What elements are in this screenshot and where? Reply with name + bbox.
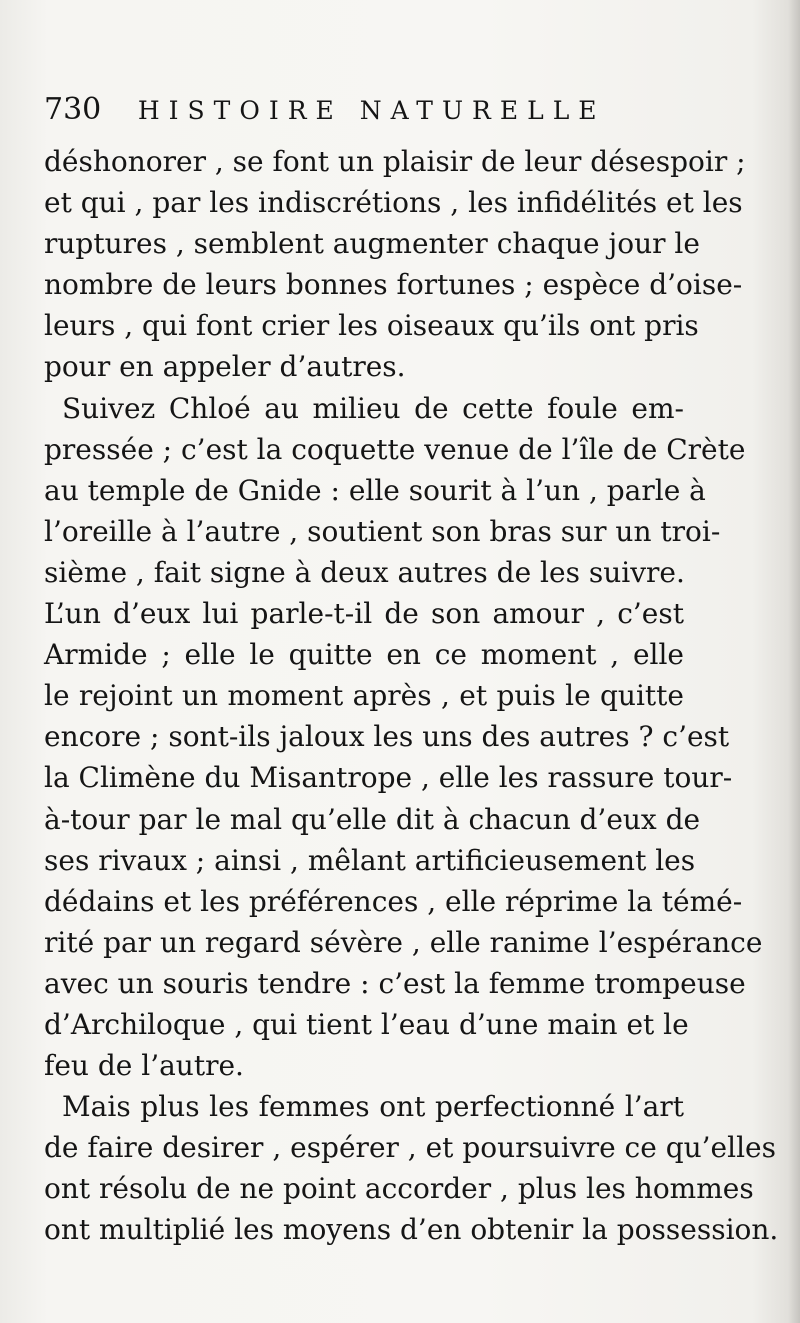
text-line: leurs , qui font crier les oiseaux qu’ils ont pris xyxy=(44,309,699,343)
text-line: encore ; sont-ils jaloux les uns des autres ? c’est xyxy=(44,720,730,754)
text-line: Armide ; elle le quitte en ce moment , elle xyxy=(44,638,684,672)
text-line: à-tour par le mal qu’elle dit à chacun d’eux de xyxy=(44,802,701,836)
text-line: rité par un regard sévère , elle ranime l’espérance xyxy=(44,925,763,959)
text-line: sième , fait signe à deux autres de les suivre. xyxy=(44,555,685,589)
text-line: pour en appeler d’autres. xyxy=(44,350,406,384)
text-line: feu de l’autre. xyxy=(44,1049,244,1083)
page-edge-shadow xyxy=(788,0,800,1323)
text-line: ont multiplié les moyens d’en obtenir la possession. xyxy=(44,1213,779,1247)
body-text xyxy=(44,141,779,1251)
text-line: avec un souris tendre : c’est la femme trompeuse xyxy=(44,966,746,1000)
text-line: dédains et les préférences , elle réprime la témé- xyxy=(44,884,743,918)
text-line: l’oreille à l’autre , soutient son bras sur un troi- xyxy=(44,514,721,548)
text-line: déshonorer , se font un plaisir de leur désespoir ; xyxy=(44,145,746,178)
text-line: de faire desirer , espérer , et poursuivre ce qu’elles xyxy=(44,1131,776,1165)
text-line: ses rivaux ; ainsi , mêlant artificieusement les xyxy=(44,843,696,877)
page-header xyxy=(44,90,744,130)
text-line: la Climène du Misantrope , elle les rassure tour- xyxy=(44,761,733,795)
running-head: HISTOIRE NATURELLE xyxy=(137,96,606,125)
text-line: ont résolu de ne point accorder , plus les hommes xyxy=(44,1172,754,1206)
text-line: d’Archiloque , qui tient l’eau d’une main et le xyxy=(44,1007,689,1041)
text-line: et qui , par les indiscrétions , les infidélités et les xyxy=(44,186,743,220)
text-line: pressée ; c’est la coquette venue de l’île de Crète xyxy=(44,432,746,466)
text-line: nombre de leurs bonnes fortunes ; espèce d’oise- xyxy=(44,268,743,302)
text-line: Suivez Chloé au milieu de cette foule em- xyxy=(62,391,684,425)
text-line: au temple de Gnide : elle sourit à l’un , parle à xyxy=(44,473,706,507)
text-line: L’un d’eux lui parle-t-il de son amour , c’est xyxy=(44,597,684,631)
page-number: 730 xyxy=(44,92,102,127)
text-line: le rejoint un moment après , et puis le quitte xyxy=(44,679,684,713)
text-line: Mais plus les femmes ont perfectionné l’art xyxy=(62,1090,684,1124)
text-line: ruptures , semblent augmenter chaque jour le xyxy=(44,227,700,261)
